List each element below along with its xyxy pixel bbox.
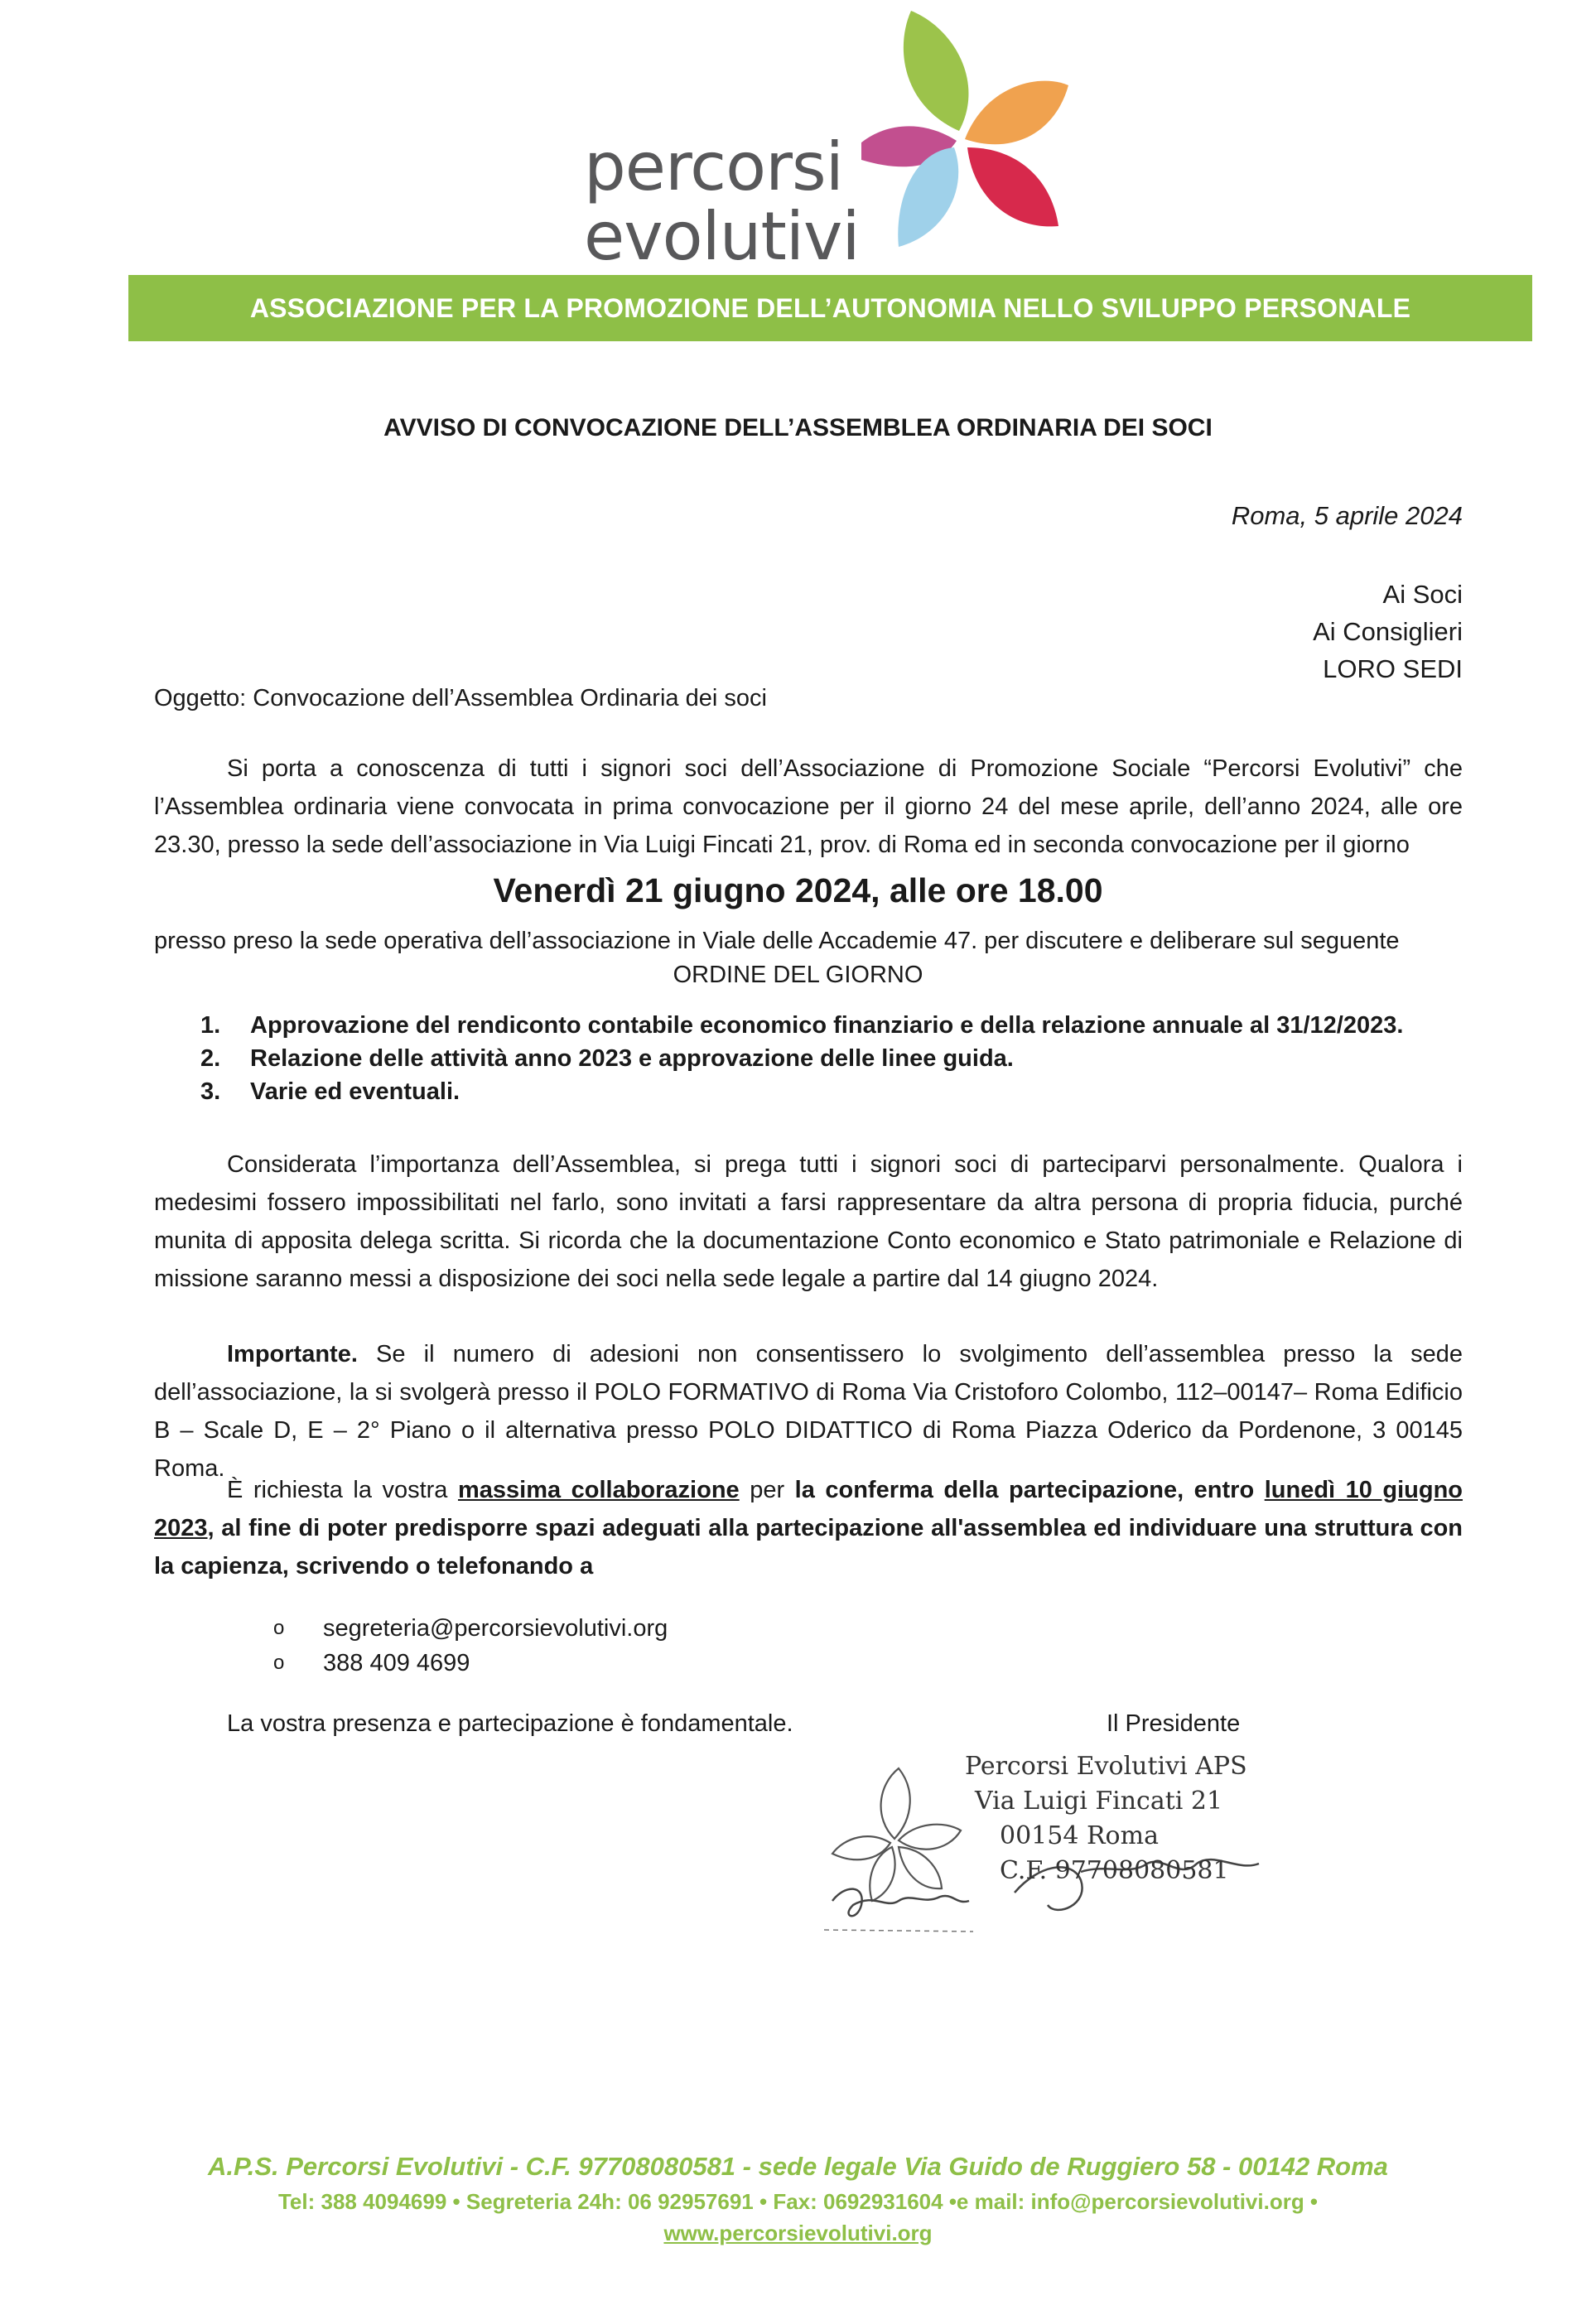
recipient-line: Ai Soci <box>1382 580 1463 609</box>
stamp-line: Percorsi Evolutivi APS <box>965 1752 1247 1781</box>
paragraph-convocation: Si porta a conoscenza di tutti i signori soci dell’Associazione di Promozione Sociale “Percorsi Evolutivi” che l’Assemblea ordinaria viene convocata in prima convocazione per il giorno 24 del mese aprile, dell’anno 2024, alle ore 23.30, presso la sede dell’associazione in Via Luigi Fincati 21, prov. di Roma ed in seconda convocazione per il giorno <box>154 755 1463 858</box>
logo-line-2: evolutivi <box>584 198 860 275</box>
agenda-item-number: 3. <box>200 1078 221 1105</box>
paragraph-confirmation <box>154 1471 1463 1585</box>
recipients-block <box>1313 576 1463 687</box>
association-banner <box>128 275 1532 341</box>
contact-email[interactable]: segreteria@percorsievolutivi.org <box>323 1615 668 1642</box>
bullet-icon: o <box>273 1617 285 1639</box>
agenda-title: ORDINE DEL GIORNO <box>673 962 923 988</box>
confirmation-deadline: lunedì 10 giugno 2023 <box>154 1477 1463 1541</box>
meeting-date-highlight: Venerdì 21 giugno 2024, alle ore 18.00 <box>493 871 1103 909</box>
stamp-line: C.F. 97708080581 <box>1000 1856 1229 1885</box>
paragraph-attendance: Considerata l’importanza dell’Assemblea, si prega tutti i signori soci di parteciparvi personalmente. Qualora i medesimi fossero impossibilitati nel farlo, sono invitati a farsi rappresentare da altra persona di propria fiducia, purché munita di apposita delega scritta. Si ricorda che la documentazione Conto economico e Stato patrimoniale e Relazione di missione saranno messi a disposizione dei soci nella sede legale a partire dal 14 giugno 2024. <box>154 1151 1463 1292</box>
subject-line: Oggetto: Convocazione dell’Assemblea Ordinaria dei soci <box>154 685 767 711</box>
recipient-line: LORO SEDI <box>1323 654 1463 683</box>
contact-phone[interactable]: 388 409 4699 <box>323 1650 470 1676</box>
agenda-item-text: Varie ed eventuali. <box>250 1078 460 1105</box>
paragraph-important <box>154 1335 1463 1488</box>
important-label: Importante. <box>227 1341 358 1367</box>
confirmation-emphasis: massima collaborazione <box>457 1477 740 1503</box>
agenda-item-number: 1. <box>200 1012 221 1039</box>
important-text: Se il numero di adesioni non consentissero lo svolgimento dell’assemblea presso la sede dell’associazione, la si svolgerà presso il POLO FORMATIVO di Roma Via Cristoforo Colombo, 112–00147– Roma Edificio B – Scale D, E – 2° Piano o il alternativa presso POLO DIDATTICO di Roma Piazza Oderico da Pordenone, 3 00145 Roma. <box>154 1341 1463 1482</box>
logo-line-1: percorsi <box>584 128 843 205</box>
agenda-item <box>154 1075 1479 1108</box>
bullet-icon: o <box>273 1652 285 1674</box>
confirmation-text-f: , al fine di poter predisporre spazi adeguati alla partecipazione all'assemblea ed individuare una struttura con la capienza, scrivendo o telefonando a <box>154 1515 1463 1580</box>
stamp-line: 00154 Roma <box>1000 1821 1159 1850</box>
confirmation-text-a: È richiesta la vostra <box>227 1477 458 1503</box>
signer-title: Il Presidente <box>1107 1710 1241 1737</box>
paragraph-location: presso preso la sede operativa dell’associazione in Viale delle Accademie 47. per discutere e deliberare sul seguente <box>154 928 1400 954</box>
contact-item <box>273 1611 668 1646</box>
closing-line: La vostra presenza e partecipazione è fondamentale. <box>227 1710 793 1737</box>
contact-item <box>273 1646 668 1681</box>
agenda-item-text: Relazione delle attività anno 2023 e approvazione delle linee guida. <box>250 1045 1014 1072</box>
agenda-item-text: Approvazione del rendiconto contabile economico finanziario e della relazione annuale al 31/12/2023. <box>250 1012 1404 1039</box>
document-date: Roma, 5 aprile 2024 <box>1231 501 1463 530</box>
confirmation-text-c: per <box>739 1477 795 1503</box>
banner-text: ASSOCIAZIONE PER LA PROMOZIONE DELL’AUTONOMIA NELLO SVILUPPO PERSONALE <box>249 292 1411 323</box>
footer-website-link[interactable]: www.percorsievolutivi.org <box>663 2221 933 2245</box>
agenda-item <box>154 1042 1479 1075</box>
logo-wordmark <box>584 128 932 275</box>
recipient-line: Ai Consiglieri <box>1313 617 1463 646</box>
document-title: AVVISO DI CONVOCAZIONE DELL’ASSEMBLEA ORDINARIA DEI SOCI <box>383 414 1213 441</box>
footer-contacts-line: Tel: 388 4094699 • Segreteria 24h: 06 92957691 • Fax: 0692931604 •e mail: info@percorsievolutivi.org • <box>277 2189 1319 2214</box>
agenda-item <box>154 1009 1479 1042</box>
contact-list <box>273 1611 668 1681</box>
agenda-item-number: 2. <box>200 1045 221 1072</box>
agenda-list <box>154 1009 1479 1108</box>
footer-legal-line: A.P.S. Percorsi Evolutivi - C.F. 97708080581 - sede legale Via Guido de Ruggiero 58 - 00142 Roma <box>208 2152 1388 2181</box>
stamp-line: Via Luigi Fincati 21 <box>975 1787 1223 1816</box>
confirmation-text-d: la conferma della partecipazione, entro <box>794 1477 1265 1503</box>
stamp-text-block <box>965 1749 1247 1888</box>
